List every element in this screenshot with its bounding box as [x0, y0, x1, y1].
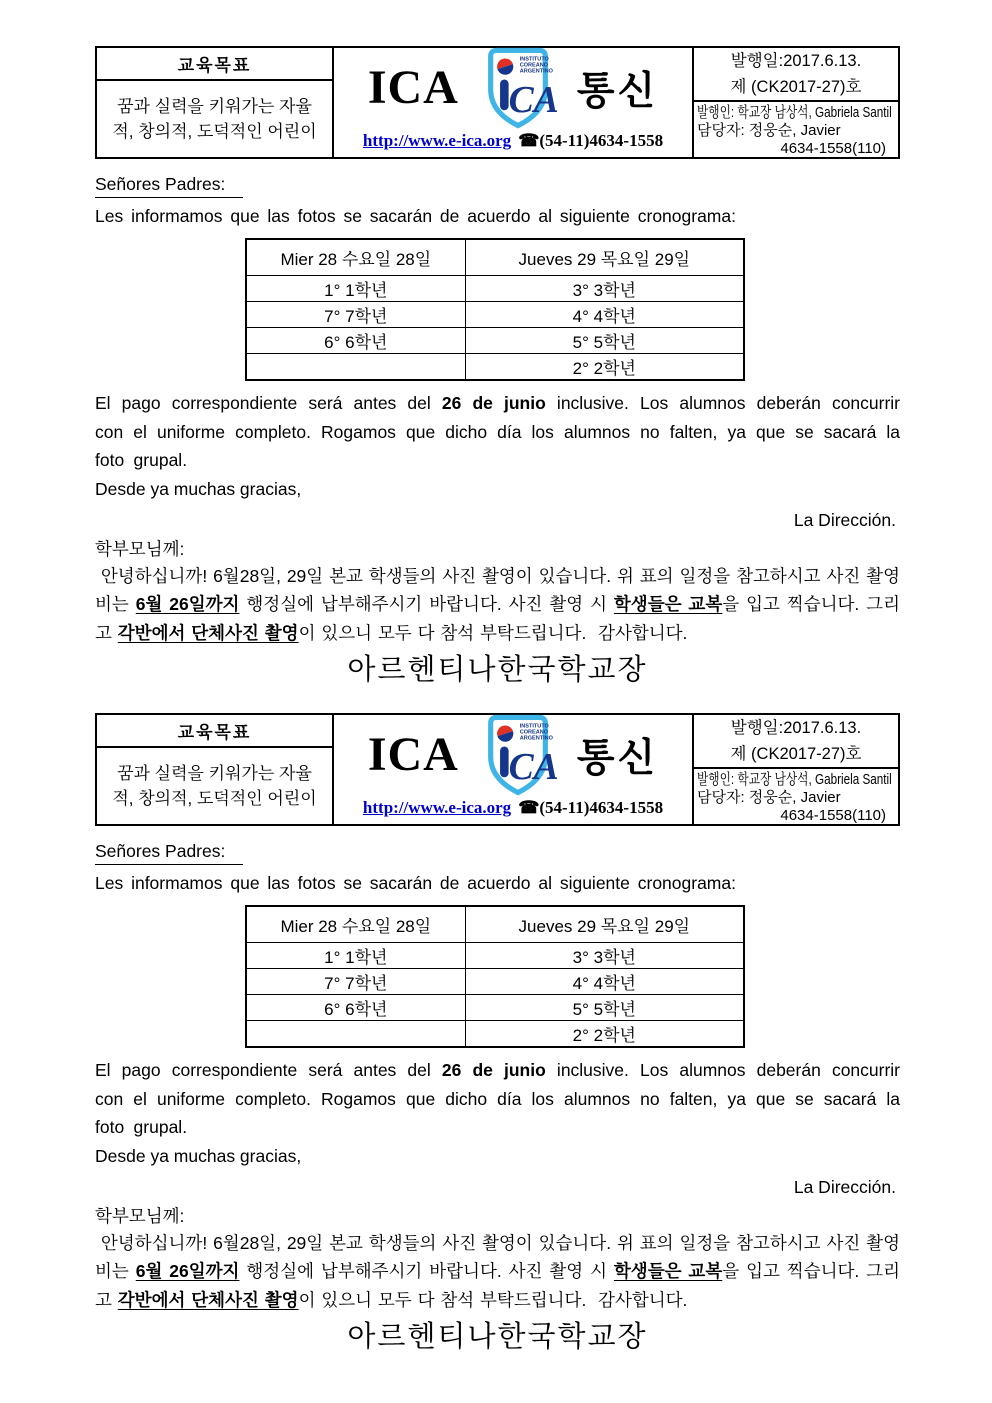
ica-shield-logo-icon: [477, 47, 559, 129]
issue-date: 발행일:2017.6.13.: [730, 719, 862, 737]
notice-copy-2: [95, 713, 900, 1380]
salutation-es: Señores Padres:: [95, 174, 900, 198]
publisher-line: 발행인: 학교장 남상석, Gabriela Santil: [697, 104, 892, 121]
schedule-cell: 5° 5학년: [465, 328, 744, 354]
issue-date: 발행일:2017.6.13.: [730, 52, 862, 70]
education-goal-column: [97, 48, 334, 157]
schedule-row: [246, 943, 744, 969]
schedule-header-cell: Jueves 29 목요일 29일: [465, 239, 744, 276]
payment-paragraph: El pago correspondiente será antes del 26 de junio inclusive. Los alumnos deberán concurrir con el uniforme completo. Rogamos que dicho día los alumnos no falten, ya que se sacará la foto grupal.: [95, 393, 900, 470]
logo-caption-line3: ARGENTINO: [519, 68, 553, 75]
brand-ica-text: ICA: [367, 728, 459, 781]
schedule-cell: 2° 2학년: [465, 1021, 744, 1048]
contact-row: [363, 126, 663, 156]
brand-tongsin-text: 통신: [576, 69, 659, 113]
schedule-header-cell: Mier 28 수요일 28일: [246, 239, 465, 276]
brand-column: [334, 715, 694, 824]
schedule-row: [246, 276, 744, 302]
phone-number: ☎(54-11)4634-1558: [518, 798, 664, 817]
goal-title: 교육목표: [97, 48, 332, 81]
manager-phone: 4634-1558(110): [780, 807, 886, 824]
manager-line: 담당자: 정웅순, Javier: [697, 788, 841, 806]
logo-monogram: CA: [508, 79, 559, 121]
issue-column: [694, 715, 898, 824]
goal-statement: 꿈과 실력을 키워가는 자율적, 창의적, 도덕적인 어린이: [112, 764, 317, 808]
schedule-cell: 2° 2학년: [465, 354, 744, 381]
logo-monogram: CA: [508, 746, 559, 788]
brand-ica-text: ICA: [367, 61, 459, 114]
schedule-cell: 3° 3학년: [465, 943, 744, 969]
issue-number: 제 (CK2017-27)호: [730, 78, 862, 96]
publisher-line: 발행인: 학교장 남상석, Gabriela Santil: [697, 771, 892, 788]
website-link[interactable]: http://www.e-ica.org: [362, 798, 512, 817]
education-goal-column: [97, 715, 334, 824]
schedule-table: [245, 905, 745, 1048]
schedule-cell: 7° 7학년: [246, 969, 465, 995]
goal-title: 교육목표: [97, 715, 332, 748]
underline-uniform: 학생들은 교복: [613, 1261, 723, 1281]
brand-row: [368, 716, 658, 793]
intro-es: Les informamos que las fotos se sacarán de acuerdo al siguiente cronograma:: [95, 873, 736, 893]
schedule-row: [246, 995, 744, 1021]
staff-block: [694, 102, 898, 158]
schedule-row: [246, 302, 744, 328]
schedule-cell: 4° 4학년: [465, 969, 744, 995]
brand-column: [334, 48, 694, 157]
bold-date: 26 de junio: [441, 393, 546, 413]
schedule-header-cell: Mier 28 수요일 28일: [246, 906, 465, 943]
salutation-kr: 학부모님께:: [95, 1205, 185, 1226]
brand-tongsin-text: 통신: [576, 736, 659, 780]
website-link[interactable]: http://www.e-ica.org: [362, 131, 512, 150]
ica-shield-logo-icon: [477, 714, 559, 796]
underline-groupphoto: 각반에서 단체사진 촬영: [117, 622, 299, 643]
contact-row: [363, 793, 663, 823]
underline-deadline: 6월 26일까지: [135, 594, 240, 614]
schedule-cell: [246, 1021, 465, 1048]
staff-block: [694, 769, 898, 825]
salutation-es: Señores Padres:: [95, 841, 900, 865]
issue-column: [694, 48, 898, 157]
schedule-cell: 7° 7학년: [246, 302, 465, 328]
payment-paragraph: El pago correspondiente será antes del 26 de junio inclusive. Los alumnos deberán concurrir con el uniforme completo. Rogamos que dicho día los alumnos no falten, ya que se sacará la foto grupal.: [95, 1060, 900, 1137]
schedule-header-row: [246, 906, 744, 943]
schedule-header-row: [246, 239, 744, 276]
schedule-cell: 6° 6학년: [246, 328, 465, 354]
thanks-line: Desde ya muchas gracias,: [95, 478, 302, 499]
signature-line: La Dirección.: [793, 509, 896, 530]
schedule-row: [246, 1021, 744, 1048]
intro-es: Les informamos que las fotos se sacarán de acuerdo al siguiente cronograma:: [95, 206, 736, 226]
schedule-row: [246, 328, 744, 354]
bold-date: 26 de junio: [441, 1060, 546, 1080]
salutation-kr: 학부모님께:: [95, 538, 185, 559]
schedule-cell: 3° 3학년: [465, 276, 744, 302]
underline-deadline: 6월 26일까지: [135, 1261, 240, 1281]
schedule-cell: 1° 1학년: [246, 276, 465, 302]
issue-number: 제 (CK2017-27)호: [730, 745, 862, 763]
underline-uniform: 학생들은 교복: [613, 594, 723, 614]
logo-caption-line2: COREANO: [519, 62, 548, 69]
korean-paragraph: 안녕하십니까! 6월28일, 29일 본교 학생들의 사진 촬영이 있습니다. 위 표의 일정을 참고하시고 사진 촬영비는 6월 26일까지 행정실에 납부해주시기 바랍니다. 사진 촬영 시 학생들은 교복을 입고 찍습니다. 그리고 각반에서 단체사진 촬영이 있으니 모두 다 참석 부탁드립니다. 감사합니다.: [95, 565, 900, 643]
logo-caption-line3: ARGENTINO: [519, 735, 553, 742]
schedule-table: [245, 238, 745, 381]
schedule-row: [246, 969, 744, 995]
manager-phone: 4634-1558(110): [780, 140, 886, 157]
underline-groupphoto: 각반에서 단체사진 촬영: [117, 1289, 299, 1310]
issue-block: [694, 48, 898, 102]
korean-paragraph: 안녕하십니까! 6월28일, 29일 본교 학생들의 사진 촬영이 있습니다. 위 표의 일정을 참고하시고 사진 촬영비는 6월 26일까지 행정실에 납부해주시기 바랍니다. 사진 촬영 시 학생들은 교복을 입고 찍습니다. 그리고 각반에서 단체사진 촬영이 있으니 모두 다 참석 부탁드립니다. 감사합니다.: [95, 1232, 900, 1310]
header-table: [95, 713, 900, 826]
manager-line: 담당자: 정웅순, Javier: [697, 121, 841, 139]
goal-statement: 꿈과 실력을 키워가는 자율적, 창의적, 도덕적인 어린이: [112, 97, 317, 141]
schedule-header-cell: Jueves 29 목요일 29일: [465, 906, 744, 943]
logo-caption-line1: INSTITUTO: [519, 723, 549, 730]
schedule-cell: [246, 354, 465, 381]
brand-row: [368, 49, 658, 126]
closing-title: 아르헨티나한국학교장: [347, 654, 648, 686]
schedule-cell: 6° 6학년: [246, 995, 465, 1021]
notice-copy-1: [95, 46, 900, 713]
phone-number: ☎(54-11)4634-1558: [518, 131, 664, 150]
logo-caption-line1: INSTITUTO: [519, 56, 549, 63]
thanks-line: Desde ya muchas gracias,: [95, 1145, 302, 1166]
schedule-cell: 4° 4학년: [465, 302, 744, 328]
closing-title: 아르헨티나한국학교장: [347, 1321, 648, 1353]
schedule-cell: 1° 1학년: [246, 943, 465, 969]
signature-line: La Dirección.: [793, 1176, 896, 1197]
schedule-cell: 5° 5학년: [465, 995, 744, 1021]
header-table: [95, 46, 900, 159]
schedule-row: [246, 354, 744, 381]
issue-block: [694, 715, 898, 769]
logo-caption-line2: COREANO: [519, 729, 548, 736]
